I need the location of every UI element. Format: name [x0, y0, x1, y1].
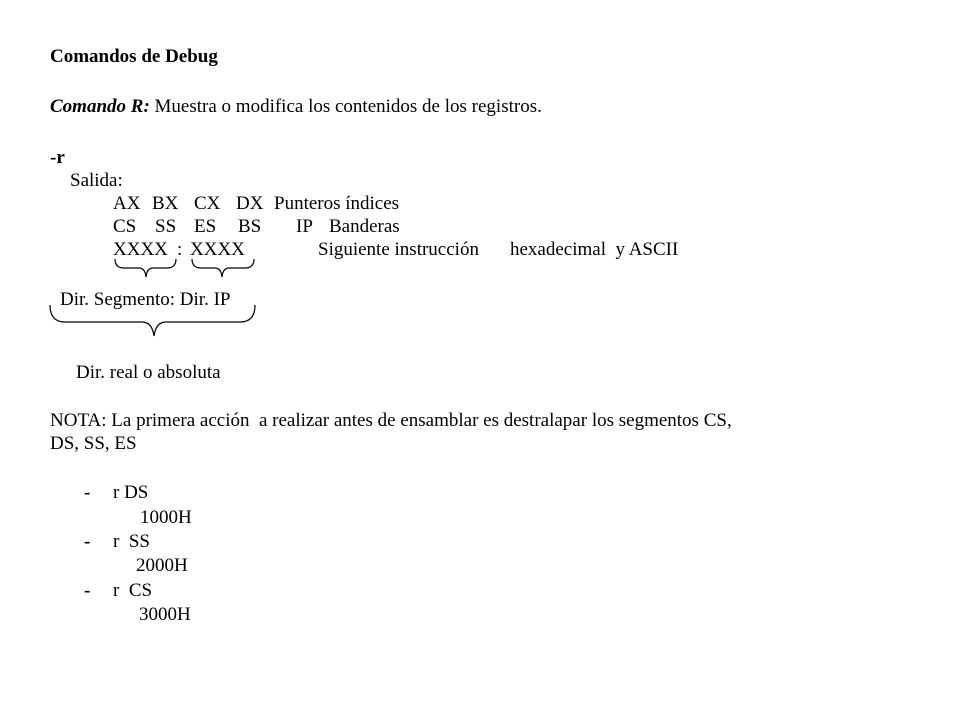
reg-cs: CS [113, 216, 137, 237]
next-instruction: Siguiente instrucción [318, 239, 479, 260]
step-3-bullet: - [84, 580, 91, 601]
prompt-r: -r [50, 147, 65, 168]
step-1-bullet: - [84, 482, 91, 503]
dir-segmento-ip: Dir. Segmento: Dir. IP [60, 289, 231, 310]
segment-brace [115, 259, 176, 277]
reg-ip: IP [296, 216, 313, 237]
step-2-value: 2000H [136, 555, 188, 576]
step-1-value: 1000H [140, 507, 192, 528]
offset-xxxx: XXXX [190, 239, 245, 260]
dir-real-absoluta: Dir. real o absoluta [76, 362, 221, 383]
step-2-bullet: - [84, 531, 91, 552]
hex-ascii: hexadecimal y ASCII [510, 239, 679, 260]
offset-brace [192, 259, 254, 277]
banderas: Banderas [329, 216, 400, 237]
salida-label: Salida: [70, 170, 123, 191]
segment-xxxx: XXXX [113, 239, 168, 260]
reg-dx: DX [236, 193, 264, 214]
command-r-label: Comando R: [50, 96, 150, 117]
step-1-command: r DS [113, 482, 149, 503]
segment-separator: : [177, 239, 183, 260]
reg-es: ES [194, 216, 217, 237]
step-3-command: r CS [113, 580, 153, 601]
punteros-indices: Punteros índices [274, 193, 400, 214]
nota-line-1: NOTA: La primera acción a realizar antes de ensamblar es destralapar los segmentos CS, [50, 410, 732, 431]
reg-bs: BS [238, 216, 262, 237]
reg-cx: CX [194, 193, 221, 214]
nota-line-2: DS, SS, ES [50, 433, 137, 454]
command-r-description: Muestra o modifica los contenidos de los registros. [149, 96, 542, 117]
step-2-command: r SS [113, 531, 150, 552]
step-3-value: 3000H [139, 604, 191, 625]
reg-ss: SS [155, 216, 177, 237]
reg-bx: BX [152, 193, 179, 214]
reg-ax: AX [113, 193, 141, 214]
heading: Comandos de Debug [50, 46, 218, 67]
